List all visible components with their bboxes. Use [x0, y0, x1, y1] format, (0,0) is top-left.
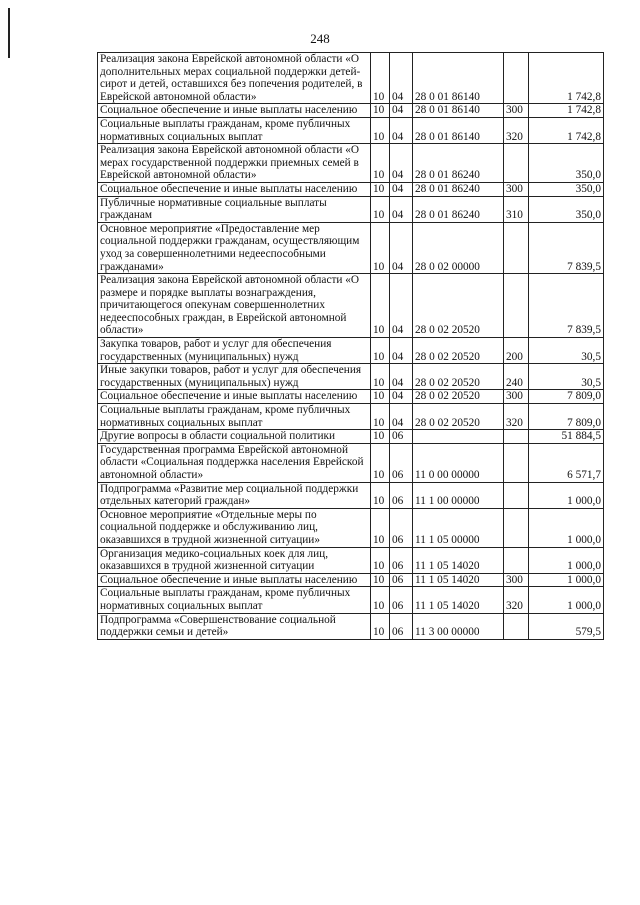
row-name: Публичные нормативные социальные выплаты гражданам [98, 196, 371, 222]
row-expense-type: 320 [504, 587, 529, 613]
row-target-article: 28 0 01 86240 [413, 144, 504, 183]
table-row [98, 144, 604, 183]
row-amount: 51 884,5 [529, 430, 604, 444]
row-expense-type: 300 [504, 390, 529, 404]
row-section-code: 10 [371, 443, 390, 482]
row-amount: 350,0 [529, 182, 604, 196]
table-body [98, 53, 604, 640]
table-row [98, 443, 604, 482]
table-row [98, 196, 604, 222]
row-expense-type: 310 [504, 196, 529, 222]
row-subsection-code: 06 [390, 613, 413, 639]
row-amount: 1 742,8 [529, 117, 604, 143]
row-name: Организация медико-социальных коек для лиц, оказавшихся в трудной жизненной ситуации [98, 547, 371, 573]
row-section-code: 10 [371, 430, 390, 444]
page-number: 248 [310, 31, 330, 46]
row-target-article: 28 0 02 20520 [413, 338, 504, 364]
row-expense-type [504, 482, 529, 508]
table-row [98, 364, 604, 390]
row-name: Подпрограмма «Совершенствование социальной поддержки семьи и детей» [98, 613, 371, 639]
row-subsection-code: 06 [390, 508, 413, 547]
table-row [98, 587, 604, 613]
row-section-code: 10 [371, 364, 390, 390]
row-expense-type [504, 430, 529, 444]
row-section-code: 10 [371, 587, 390, 613]
table-row [98, 222, 604, 273]
row-amount: 1 000,0 [529, 547, 604, 573]
row-target-article: 28 0 02 20520 [413, 364, 504, 390]
row-amount: 1 000,0 [529, 508, 604, 547]
row-subsection-code: 06 [390, 443, 413, 482]
row-name: Социальные выплаты гражданам, кроме публичных нормативных социальных выплат [98, 404, 371, 430]
row-expense-type: 240 [504, 364, 529, 390]
row-target-article: 11 1 05 14020 [413, 573, 504, 587]
row-subsection-code: 06 [390, 587, 413, 613]
table-row [98, 104, 604, 118]
row-expense-type [504, 443, 529, 482]
row-amount: 579,5 [529, 613, 604, 639]
row-section-code: 10 [371, 274, 390, 338]
row-target-article: 28 0 02 20520 [413, 404, 504, 430]
row-name: Основное мероприятие «Отдельные меры по социальной поддержке и обслуживанию лиц, оказавшихся в трудной жизненной ситуации» [98, 508, 371, 547]
row-target-article: 28 0 02 00000 [413, 222, 504, 273]
row-section-code: 10 [371, 390, 390, 404]
row-target-article: 11 1 05 14020 [413, 547, 504, 573]
row-expense-type [504, 613, 529, 639]
row-subsection-code: 04 [390, 196, 413, 222]
row-target-article: 11 1 05 00000 [413, 508, 504, 547]
row-section-code: 10 [371, 573, 390, 587]
row-target-article: 28 0 02 20520 [413, 390, 504, 404]
row-amount: 1 742,8 [529, 104, 604, 118]
row-amount: 350,0 [529, 196, 604, 222]
row-name: Подпрограмма «Развитие мер социальной поддержки отдельных категорий граждан» [98, 482, 371, 508]
row-amount: 7 839,5 [529, 274, 604, 338]
row-expense-type [504, 53, 529, 104]
row-section-code: 10 [371, 53, 390, 104]
table-row [98, 613, 604, 639]
row-name: Реализация закона Еврейской автономной области «О размере и порядке выплаты вознаграждения, причитающегося опекунам совершеннолетних недееспособных граждан, в Еврейской автономной области» [98, 274, 371, 338]
row-subsection-code: 04 [390, 117, 413, 143]
row-subsection-code: 06 [390, 573, 413, 587]
row-expense-type [504, 144, 529, 183]
row-amount: 1 000,0 [529, 587, 604, 613]
row-subsection-code: 04 [390, 104, 413, 118]
row-name: Другие вопросы в области социальной политики [98, 430, 371, 444]
table-row [98, 508, 604, 547]
row-subsection-code: 04 [390, 338, 413, 364]
table-row [98, 53, 604, 104]
row-section-code: 10 [371, 104, 390, 118]
row-amount: 7 839,5 [529, 222, 604, 273]
row-name: Реализация закона Еврейской автономной области «О мерах государственной поддержки приемных семей в Еврейской автономной области» [98, 144, 371, 183]
row-section-code: 10 [371, 222, 390, 273]
row-amount: 1 000,0 [529, 482, 604, 508]
row-section-code: 10 [371, 613, 390, 639]
row-name: Государственная программа Еврейской автономной области «Социальная поддержка населения Еврейской автономной области» [98, 443, 371, 482]
row-subsection-code: 04 [390, 182, 413, 196]
row-subsection-code: 06 [390, 547, 413, 573]
row-expense-type: 300 [504, 104, 529, 118]
row-subsection-code: 06 [390, 482, 413, 508]
row-section-code: 10 [371, 182, 390, 196]
row-name: Основное мероприятие «Предоставление мер социальной поддержки гражданам, осуществляющим уход за совершеннолетними недееспособными гражданами» [98, 222, 371, 273]
row-section-code: 10 [371, 117, 390, 143]
row-subsection-code: 04 [390, 144, 413, 183]
row-subsection-code: 04 [390, 404, 413, 430]
row-expense-type: 320 [504, 117, 529, 143]
table-row [98, 482, 604, 508]
row-target-article: 28 0 01 86140 [413, 104, 504, 118]
table-row [98, 430, 604, 444]
row-amount: 6 571,7 [529, 443, 604, 482]
table-row [98, 117, 604, 143]
row-name: Социальное обеспечение и иные выплаты населению [98, 182, 371, 196]
row-expense-type: 200 [504, 338, 529, 364]
row-name: Социальные выплаты гражданам, кроме публичных нормативных социальных выплат [98, 587, 371, 613]
table-row [98, 390, 604, 404]
row-amount: 1 000,0 [529, 573, 604, 587]
row-section-code: 10 [371, 144, 390, 183]
row-expense-type [504, 222, 529, 273]
row-subsection-code: 04 [390, 390, 413, 404]
row-expense-type [504, 547, 529, 573]
row-target-article: 28 0 02 20520 [413, 274, 504, 338]
row-expense-type [504, 274, 529, 338]
row-expense-type: 320 [504, 404, 529, 430]
row-target-article: 11 3 00 00000 [413, 613, 504, 639]
row-subsection-code: 04 [390, 364, 413, 390]
row-target-article: 11 0 00 00000 [413, 443, 504, 482]
row-name: Социальное обеспечение и иные выплаты населению [98, 390, 371, 404]
table-row [98, 182, 604, 196]
row-name: Реализация закона Еврейской автономной области «О дополнительных мерах социальной поддержки детей-сирот и детей, оставшихся без попечения родителей, в Еврейской автономной области» [98, 53, 371, 104]
row-name: Иные закупки товаров, работ и услуг для обеспечения государственных (муниципальных) нужд [98, 364, 371, 390]
row-target-article: 28 0 01 86140 [413, 117, 504, 143]
row-target-article: 11 1 00 00000 [413, 482, 504, 508]
row-expense-type: 300 [504, 573, 529, 587]
row-name: Социальное обеспечение и иные выплаты населению [98, 104, 371, 118]
row-section-code: 10 [371, 196, 390, 222]
row-name: Закупка товаров, работ и услуг для обеспечения государственных (муниципальных) нужд [98, 338, 371, 364]
row-section-code: 10 [371, 508, 390, 547]
row-name: Социальное обеспечение и иные выплаты населению [98, 573, 371, 587]
row-amount: 30,5 [529, 338, 604, 364]
row-amount: 7 809,0 [529, 390, 604, 404]
row-target-article: 28 0 01 86140 [413, 53, 504, 104]
budget-table [97, 52, 604, 640]
table-row [98, 573, 604, 587]
table-row [98, 274, 604, 338]
table-row [98, 404, 604, 430]
row-subsection-code: 04 [390, 274, 413, 338]
row-amount: 30,5 [529, 364, 604, 390]
row-expense-type [504, 508, 529, 547]
row-amount: 1 742,8 [529, 53, 604, 104]
row-subsection-code: 06 [390, 430, 413, 444]
table-row [98, 338, 604, 364]
row-target-article: 28 0 01 86240 [413, 182, 504, 196]
row-section-code: 10 [371, 482, 390, 508]
row-expense-type: 300 [504, 182, 529, 196]
row-section-code: 10 [371, 547, 390, 573]
row-subsection-code: 04 [390, 53, 413, 104]
row-target-article [413, 430, 504, 444]
row-name: Социальные выплаты гражданам, кроме публичных нормативных социальных выплат [98, 117, 371, 143]
row-amount: 350,0 [529, 144, 604, 183]
row-section-code: 10 [371, 404, 390, 430]
row-amount: 7 809,0 [529, 404, 604, 430]
row-section-code: 10 [371, 338, 390, 364]
table-row [98, 547, 604, 573]
row-target-article: 28 0 01 86240 [413, 196, 504, 222]
row-target-article: 11 1 05 14020 [413, 587, 504, 613]
row-subsection-code: 04 [390, 222, 413, 273]
